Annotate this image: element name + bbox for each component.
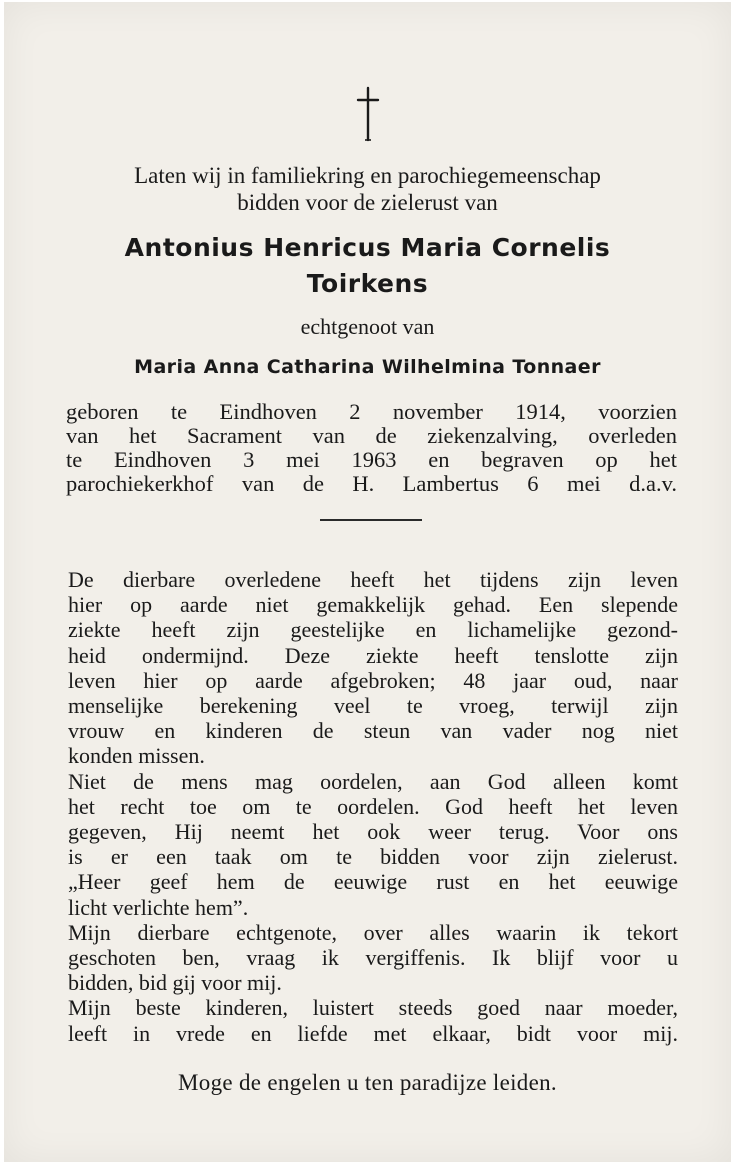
body-line: het recht toe om te oordelen. God heeft het leven [68, 793, 678, 819]
body-line: konden missen. [68, 743, 205, 769]
birth-line: geboren te Eindhoven 2 november 1914, voorzien [66, 399, 677, 424]
body-line: Niet de mens mag oordelen, aan God alleen komt [68, 768, 678, 794]
body-line: leven hier op aarde afgebroken; 48 jaar oud, naar [68, 667, 678, 693]
body-line: „Heer geef hem de eeuwige rust en het eeuwige [68, 869, 678, 895]
body-line: bidden, bid gij voor mij. [68, 970, 282, 996]
body-line: Mijn beste kinderen, luistert steeds goed naar moeder, [68, 995, 678, 1021]
body-line: heid ondermijnd. Deze ziekte heeft tenslotte zijn [68, 642, 678, 668]
spouse-label: echtgenoot van [300, 314, 435, 339]
birth-line: van het Sacrament van de ziekenzalving, overleden [66, 423, 677, 448]
deceased-name-line-1: Antonius Henricus Maria Cornelis [124, 233, 611, 262]
intro-line-1: Laten wij in familiekring en parochiegemeenschap [134, 163, 601, 188]
intro-line-2: bidden voor de zielerust van [237, 190, 498, 215]
body-line: menselijke berekening veel te vroeg, terwijl zijn [68, 693, 678, 719]
body-line: is er een taak om te bidden voor zijn zielerust. [68, 844, 678, 870]
cross-icon [353, 127, 383, 146]
body-text [68, 567, 678, 1046]
closing-line: Moge de engelen u ten paradijze leiden. [178, 1070, 557, 1095]
spouse-name: Maria Anna Catharina Wilhelmina Tonnaer [134, 356, 601, 378]
deceased-name-line-2: Toirkens [306, 269, 429, 298]
body-line: gegeven, Hij neemt het ook weer terug. Voor ons [68, 819, 678, 845]
body-line: licht verlichte hem”. [68, 894, 249, 920]
body-line: vrouw en kinderen de steun van vader nog niet [68, 718, 678, 744]
memorial-card [4, 2, 731, 1162]
body-line: geschoten ben, vraag ik vergiffenis. Ik blijf voor u [68, 945, 678, 971]
body-line: Mijn dierbare echtgenote, over alles waarin ik tekort [68, 919, 678, 945]
birth-line: parochiekerkhof van de H. Lambertus 6 mei d.a.v. [66, 471, 677, 496]
body-line: hier op aarde niet gemakkelijk gehad. Een slepende [68, 592, 678, 618]
body-line: De dierbare overledene heeft het tijdens zijn leven [68, 567, 678, 592]
birth-paragraph [66, 400, 677, 496]
body-line: ziekte heeft zijn geestelijke en lichamelijke gezond- [68, 617, 678, 643]
deceased-name [44, 230, 691, 302]
cross-header [4, 86, 731, 146]
body-line: leeft in vrede en liefde met elkaar, bidt voor mij. [68, 1020, 678, 1046]
divider [320, 519, 422, 521]
intro-text [54, 162, 681, 216]
birth-line: te Eindhoven 3 mei 1963 en begraven op het [66, 447, 677, 472]
